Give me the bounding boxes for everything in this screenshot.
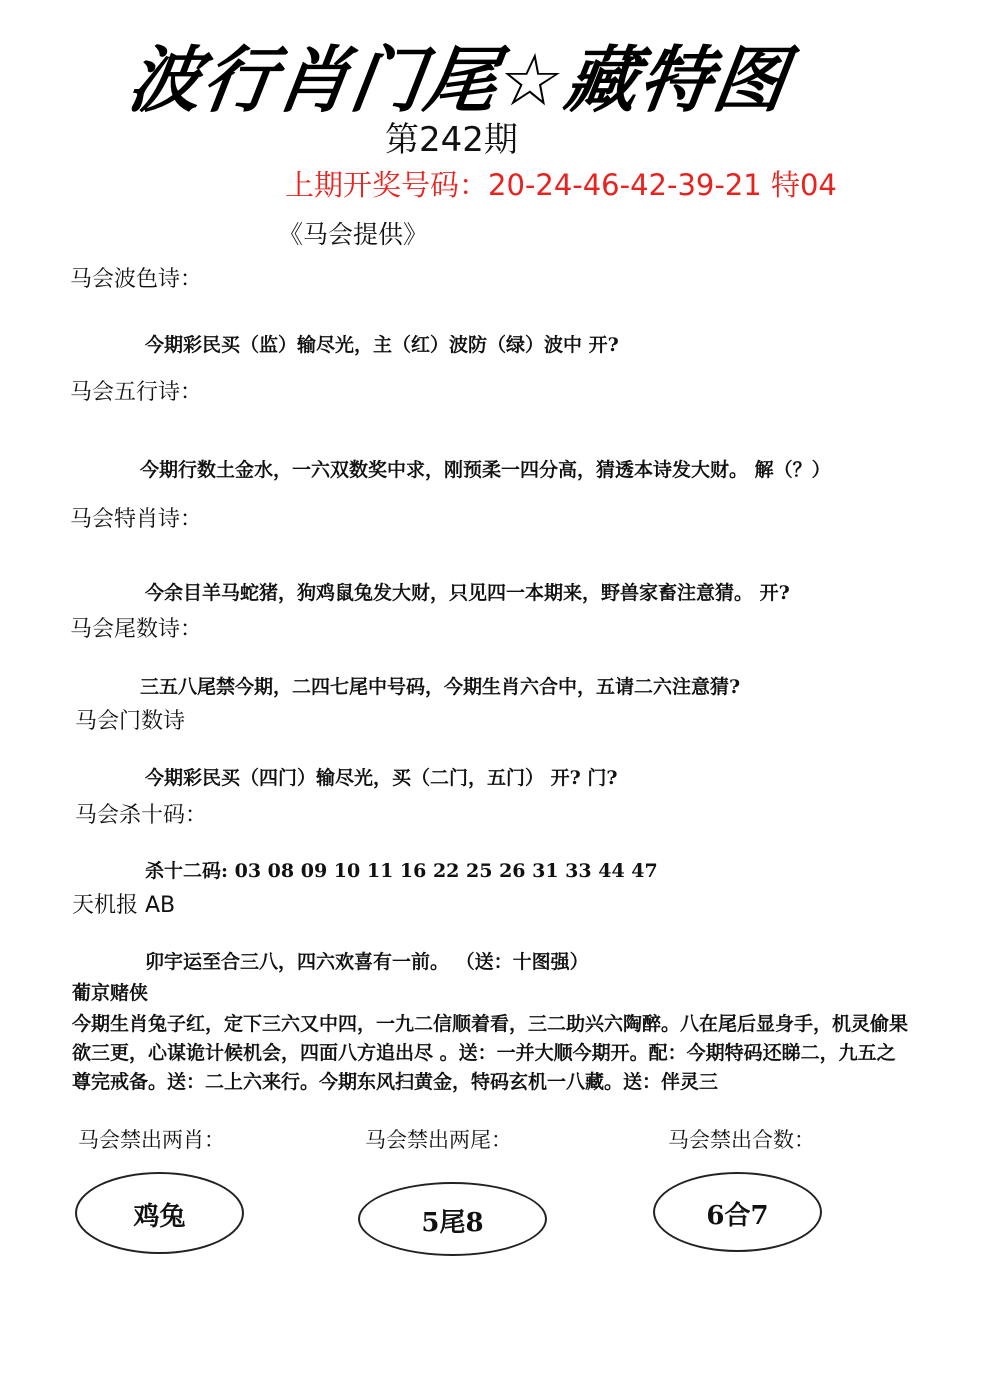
- zodiac-poem-label: 马会特肖诗：: [70, 507, 203, 532]
- ban-tail-oval: [358, 1182, 547, 1256]
- zodiac-poem-text: 今余目羊马蛇猪，狗鸡鼠兔发大财，只见四一本期来，野兽家畜注意猜。 开?: [145, 582, 790, 604]
- kill-numbers-label: 马会杀十码：: [75, 803, 208, 828]
- wave-poem-text: 今期彩民买（监）输尽光，主（红）波防（绿）波中 开?: [145, 334, 619, 356]
- tail-poem-label: 马会尾数诗：: [70, 617, 203, 642]
- door-poem-label: 马会门数诗: [75, 709, 186, 734]
- ban-sum-value: 6合7: [706, 1201, 769, 1231]
- previous-draw-numbers: 上期开奖号码：20-24-46-42-39-21 特04: [285, 168, 837, 202]
- ban-sum-label: 马会禁出合数：: [668, 1128, 815, 1152]
- pujing-text: 今期生肖兔子红，定下三六又中四，一九二信顺着看，三二助兴六陶醉。八在尾后显身手，机灵偷果欲三更，心谋诡计候机会，四面八方追出尽 。送：一并大顺今期开。配：今期特码还睇二，九五之尊完戒备。送：二上六来行。今期东风扫黄金，特码玄机一八藏。送：伴灵三: [72, 1013, 909, 1093]
- tianji-label: 天机报 AB: [72, 893, 176, 918]
- pujing-label: 葡京赌侠: [72, 982, 149, 1004]
- ban-zodiac-oval: [75, 1172, 244, 1254]
- door-poem-text: 今期彩民买（四门）输尽光，买（二门，五门） 开? 门?: [145, 767, 618, 789]
- kill-numbers-text: 杀十二码: 03 08 09 10 11 16 22 25 26 31 33 44 47: [145, 860, 658, 882]
- ban-zodiac-label: 马会禁出两肖：: [78, 1128, 225, 1152]
- page-title: 波行肖门尾☆藏特图: [123, 38, 794, 122]
- issue-number: 第242期: [385, 120, 518, 160]
- ban-tail-value: 5尾8: [421, 1208, 484, 1238]
- wave-poem-label: 马会波色诗：: [70, 267, 203, 292]
- tianji-text: 卯宇运至合三八，四六欢喜有一前。 （送：十图强）: [145, 951, 589, 973]
- element-poem-text: 今期行数土金水，一六双数奖中求，刚预柔一四分高，猜透本诗发大财。 解（？）: [140, 459, 831, 481]
- element-poem-label: 马会五行诗：: [70, 380, 203, 405]
- ban-sum-oval: [653, 1172, 822, 1252]
- provider-note: 《马会提供》: [278, 220, 429, 249]
- tail-poem-text: 三五八尾禁今期，二四七尾中号码，今期生肖六合中，五请二六注意猜?: [140, 676, 741, 698]
- ban-zodiac-value: 鸡兔: [133, 1202, 186, 1232]
- ban-tail-label: 马会禁出两尾：: [365, 1128, 512, 1152]
